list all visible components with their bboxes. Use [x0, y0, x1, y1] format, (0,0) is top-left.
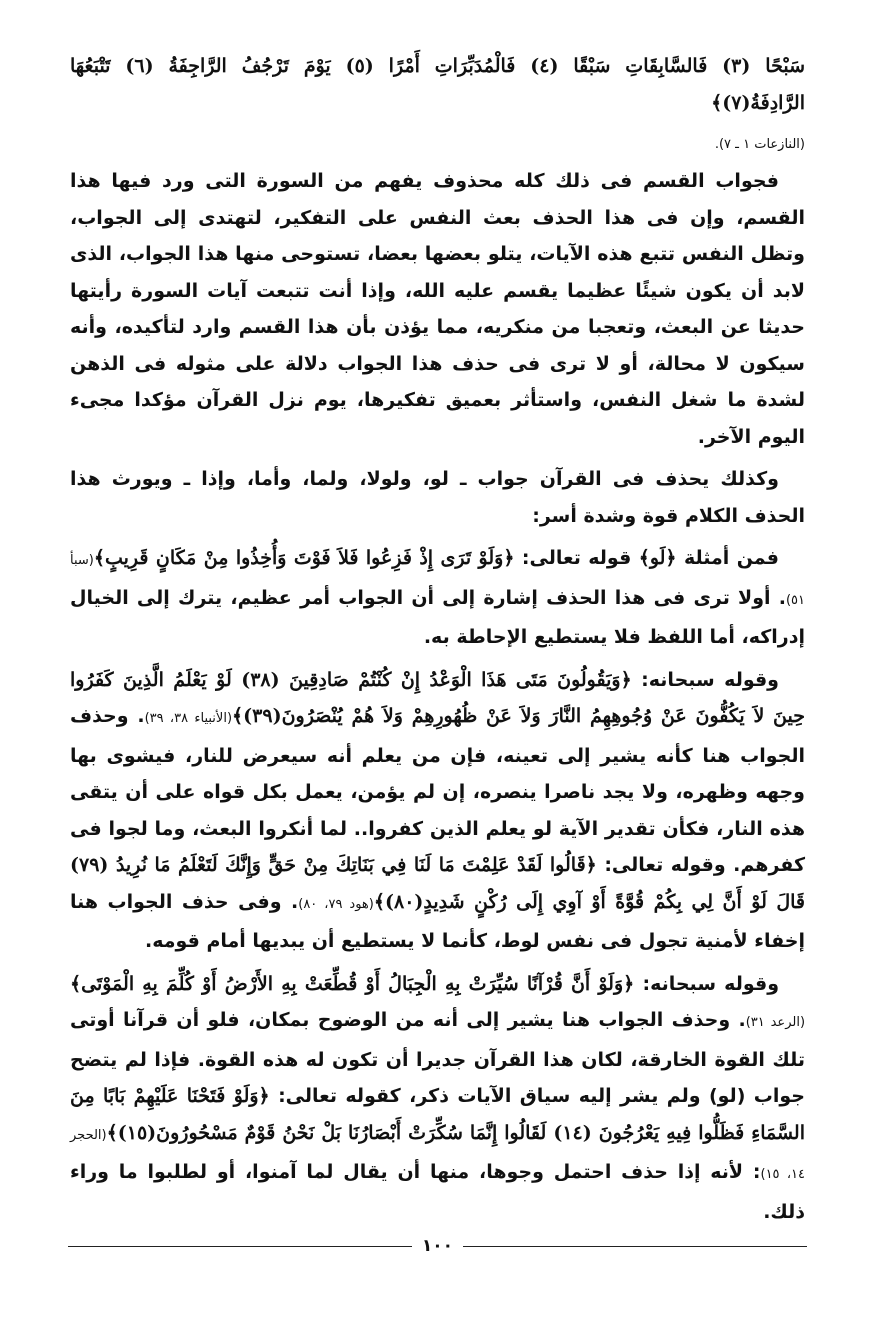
paragraph-4 [70, 662, 805, 960]
text-run: . وحذف الجواب هنا كأنه يشير إلى تعينه، فإن من يعلم أنه سيعرض للنار، فيشوى بها وجهه وظهره، ولا يجد ناصرا ينصره، إن لم يؤمن، يعمل بكل قواه على أن يتقى هذه النار، فكأن تقدير الآية لو يعلم الذين كفروا.. لما أنكروا البعث، وما لجوا فى كفرهم. وقوله تعالى: [70, 705, 805, 876]
paragraph-5 [70, 966, 805, 1231]
verse-reference: (الأنبياء ٣٨، ٣٩) [144, 711, 233, 726]
text-run: : لأنه إذا حذف احتمل وجوها، منها أن يقال لما آمنوا، أو لطلبوا ما وراء ذلك. [70, 1161, 805, 1223]
page-footer [68, 1236, 807, 1256]
verse-reference: (الرعد ٣١) [745, 1015, 806, 1030]
paragraph-1: فجواب القسم فى ذلك كله محذوف يفهم من السورة التى ورد فيها هذا القسم، وإن فى هذا الحذف بعث النفس على التفكير، لتهتدى إلى الجواب، وتظل النفس تتبع هذه الآيات، يتلو بعضها بعضا، تستوحى منها هذا الجواب، الذى لابد أن يكون شيئًا عظيما يقسم عليه الله، وإذا أنت تتبعت آيات السورة رأيتها حديثا عن البعث، وتعجبا من منكريه، مما يؤذن بأن هذا القسم وارد لتأكيده، وأنه سيكون لا محالة، أو لا ترى فى حذف هذا الجواب دلالة على مثوله فى الذهن لشدة ما شغل النفس، واستأثر بعميق تفكيرها، يوم نزل القرآن مؤكدا مجىء اليوم الآخر. [70, 170, 805, 448]
text-run: قوله تعالى: [514, 547, 639, 569]
quran-verse: ﴿وَلَوْ تَرَى إِذْ فَزِعُوا فَلاَ فَوْتَ وَأُخِذُوا مِنْ مَكَانٍ قَرِيبٍ﴾ [93, 547, 515, 569]
text-run: وقوله سبحانه: [634, 972, 780, 995]
verse-reference: (النازعات ١ ـ ٧). [714, 137, 805, 152]
text-run: . وحذف الجواب هنا يشير إلى أنه من الوضوح بمكان، فلو أن قرآنا أوتى تلك القوة الخارقة، لكان هذا القرآن جديرا أن تكون له هذه القوة. فإذا لم يتضح جواب (لو) ولم يشر إليه سياق الآيات ذكر، كقوله تعالى: [70, 1009, 805, 1107]
quran-verse: ﴿وَيَقُولُونَ مَتَى هَذَا الْوَعْدُ إِنْ كُنْتُمْ صَادِقِينَ (٣٨) لَوْ يَعْلَمُ الَّذِينَ كَفَرُوا حِينَ لاَ يَكُفُّونَ عَنْ وُجُوهِهِمُ النَّارَ وَلاَ عَنْ ظُهُورِهِمْ وَلاَ هُمْ يُنْصَرُونَ(٣٩)﴾ [70, 668, 806, 727]
text-run: . أولا ترى فى هذا الحذف إشارة إلى أن الجواب أمر عظيم، يترك إلى الخيال إدراكه، أما اللفظ فلا يستطيع الإحاطة به. [70, 586, 805, 648]
footer-rule-left [68, 1246, 412, 1247]
verse-reference: (سبأ ٥١) [70, 553, 805, 608]
quran-verse: سَبْحًا (٣) فَالسَّابِقَاتِ سَبْقًا (٤) فَالْمُدَبِّرَاتِ أَمْرًا (٥) يَوْمَ تَرْجُفُ الرَّاجِفَةُ (٦) تَتْبَعُهَا الرَّادِفَةُ(٧)﴾ [70, 55, 805, 114]
page-body [70, 48, 805, 1236]
text-run: وقوله سبحانه: [631, 668, 779, 691]
opening-verse-line [70, 48, 805, 121]
verse-reference: (هود ٧٩، ٨٠) [298, 896, 374, 912]
quran-verse: ﴿قَالُوا لَقَدْ عَلِمْتَ مَا لَنَا فِي بَنَاتِكَ مِنْ حَقٍّ وَإِنَّكَ لَتَعْلَمُ مَا نُرِيدُ (٧٩) قَالَ لَوْ أَنَّ لِي بِكُمْ قُوَّةً أَوْ آوِي إِلَى رُكْنٍ شَدِيدٍ(٨٠)﴾ [70, 854, 806, 913]
quran-verse: ﴿وَلَوْ أَنَّ قُرْآنًا سُيِّرَتْ بِهِ الْجِبَالُ أَوْ قُطِّعَتْ بِهِ الأَرْضُ أَوْ كُلِّمَ بِهِ الْمَوْتَى﴾ [70, 972, 635, 995]
quran-word: ﴿لَو﴾ [638, 547, 677, 569]
footer-rule-right [463, 1246, 807, 1247]
quran-verse: ﴿وَلَوْ فَتَحْنَا عَلَيْهِمْ بَابًا مِنَ السَّمَاءِ فَظَلُّوا فِيهِ يَعْرُجُونَ (١٤) لَقَالُوا إِنَّمَا سُكِّرَتْ أَبْصَارُنَا بَلْ نَحْنُ قَوْمٌ مَسْحُورُونَ(١٥)﴾ [70, 1085, 805, 1144]
verse-reference: (الحجر ١٤، ١٥) [70, 1127, 806, 1182]
text-run: فمن أمثلة [676, 547, 779, 569]
page-number: ١٠٠ [421, 1236, 454, 1256]
paragraph-2: وكذلك يحذف فى القرآن جواب ـ لو، ولولا، ولما، وأما، وإذا ـ ويورث هذا الحذف الكلام قوة وشدة أسر: [70, 468, 805, 527]
paragraph-3 [70, 540, 805, 656]
text-run: . وفى حذف الجواب هنا إخفاء لأمنية تجول فى نفس لوط، كأنما لا يستطيع أن يبديها أمام قومه. [70, 890, 805, 952]
